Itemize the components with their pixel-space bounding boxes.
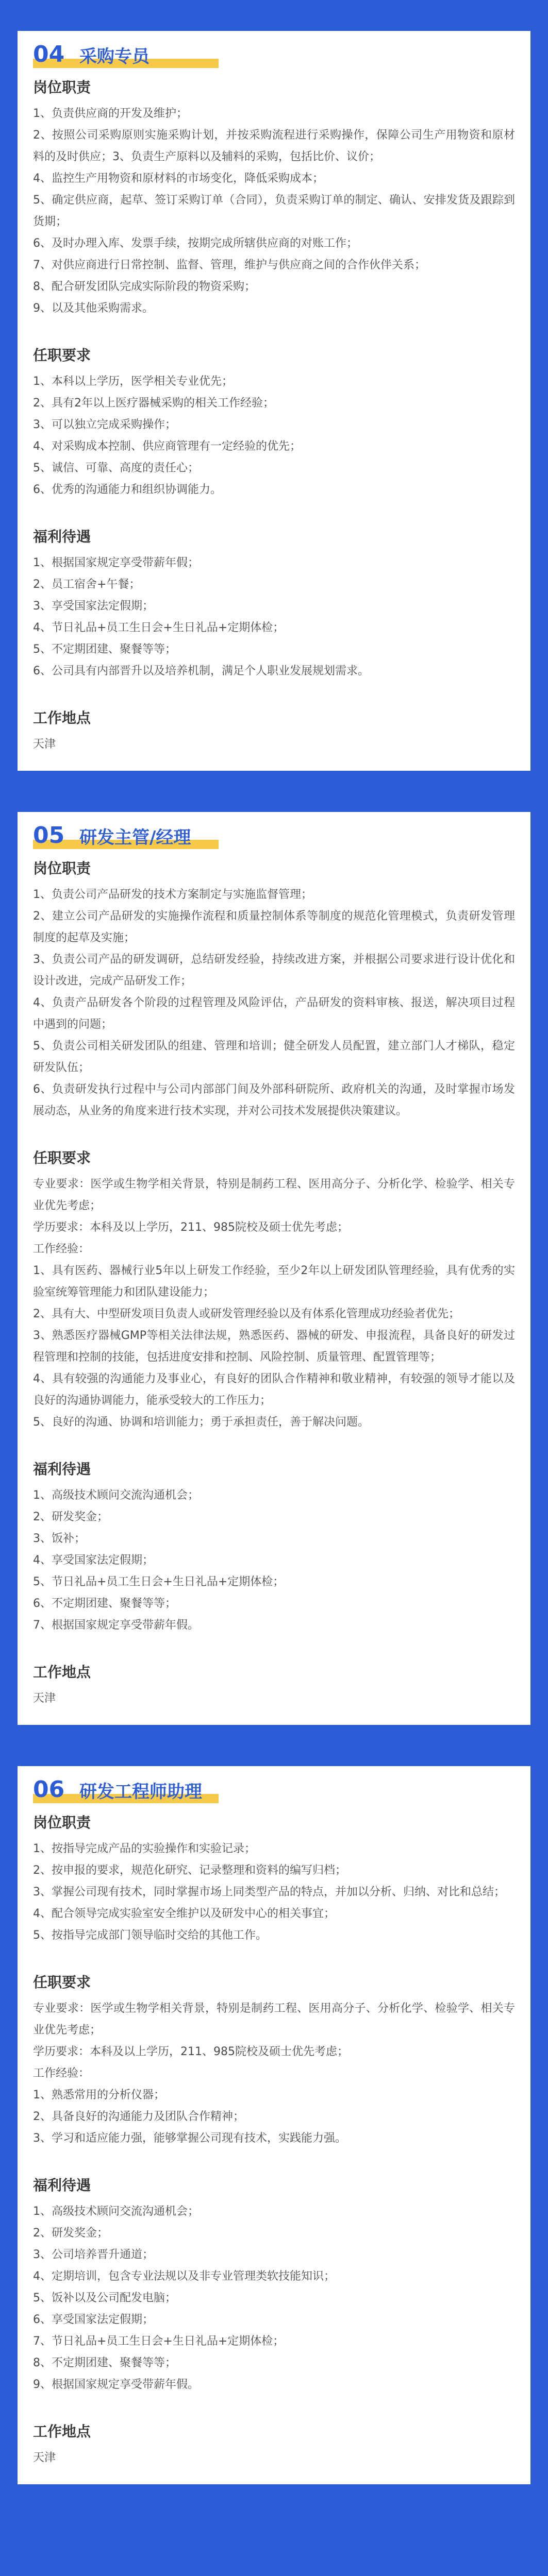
list-item: 工作经验： (33, 2067, 90, 2080)
list-item: 4、对采购成本控制、供应商管理有一定经验的优先； (33, 440, 301, 453)
list-item: 天津 (33, 2451, 56, 2464)
section-title: 工作地点 (33, 709, 91, 726)
list-item: 3、掌握公司现有技术，同时掌握市场上同类型产品的特点，并加以分析、归纳、对比和总结； (33, 1886, 506, 1899)
card-title: 研发工程师助理 (79, 1782, 202, 1802)
list-item: 1、高级技术顾问交流沟通机会； (33, 1489, 199, 1502)
list-item: 4、监控生产用物资和原材料的市场变化，降低采购成本； (33, 172, 324, 185)
section-title: 福利待遇 (33, 1461, 91, 1478)
list-item: 学历要求：本科及以上学历，211、985院校及硕士优先考虑； (33, 1221, 348, 1234)
section-title: 岗位职责 (33, 860, 91, 877)
section-spacer (33, 1433, 515, 1452)
list-item: 6、负责研发执行过程中与公司内部部门间及外部科研院所、政府机关的沟通，及时掌握市场发展动态，从业务的角度来进行技术实现，并对公司技术发展提供决策建议。 (33, 1083, 515, 1117)
list-item: 天津 (33, 1692, 56, 1705)
list-item: 3、可以独立完成采购操作； (33, 418, 176, 431)
job-card (18, 31, 530, 771)
list-item: 5、良好的沟通、协调和培训能力；勇于承担责任，善于解决问题。 (33, 1416, 369, 1429)
list-item: 学历要求：本科及以上学历，211、985院校及硕士优先考虑； (33, 2045, 348, 2058)
list-item: 1、本科以上学历，医学相关专业优先； (33, 375, 233, 388)
list-item: 8、不定期团建、聚餐等等； (33, 2357, 176, 2369)
section-title: 工作地点 (33, 2423, 91, 2440)
list-item: 3、学习和适应能力强，能够掌握公司现有技术，实践能力强。 (33, 2132, 346, 2145)
section-title: 岗位职责 (33, 79, 91, 96)
section-spacer (33, 2149, 515, 2168)
list-item: 5、不定期团建、聚餐等等； (33, 643, 176, 656)
list-item: 1、负责供应商的开发及维护； (33, 107, 188, 120)
list-item: 2、员工宿舍+午餐； (33, 578, 141, 591)
list-item: 1、根据国家规定享受带薪年假； (33, 556, 199, 569)
section-spacer (33, 1122, 515, 1141)
section-title: 福利待遇 (33, 528, 91, 545)
section-spacer (33, 682, 515, 701)
list-item: 3、享受国家法定假期； (33, 600, 154, 613)
job-card (18, 1766, 530, 2484)
list-item: 2、具有2年以上医疗器械采购的相关工作经验； (33, 397, 274, 410)
card-number: 04 (33, 41, 65, 67)
section-spacer (33, 501, 515, 519)
list-item: 6、享受国家法定假期； (33, 2313, 154, 2326)
list-item: 2、按申报的要求，规范化研究、记录整理和资料的编写归档； (33, 1864, 346, 1877)
list-item: 1、具有医药、器械行业5年以上研发工作经验，至少2年以上研发团队管理经验，具有优秀的实验室统筹管理能力和团队建设能力； (33, 1264, 515, 1299)
list-item: 3、负责公司产品的研发调研，总结研发经验，持续改进方案，并根据公司要求进行设计优化和设计改进，完成产品研发工作； (33, 953, 515, 988)
list-item: 7、根据国家规定享受带薪年假。 (33, 1619, 199, 1632)
section-title: 任职要求 (33, 347, 91, 364)
list-item: 5、按指导完成部门领导临时交给的其他工作。 (33, 1929, 267, 1942)
list-item: 4、具有较强的沟通能力及事业心，有良好的团队合作精神和敬业精神，有较强的领导才能以及良好的沟通协调能力，能承受较大的工作压力； (33, 1372, 515, 1407)
card-header (33, 1776, 515, 1805)
card-title: 采购专员 (79, 46, 150, 67)
list-item: 工作经验： (33, 1243, 90, 1256)
list-item: 6、优秀的沟通能力和组织协调能力。 (33, 483, 222, 496)
list-item: 2、研发奖金； (33, 1511, 108, 1523)
list-item: 天津 (33, 738, 56, 751)
list-item: 1、高级技术顾问交流沟通机会； (33, 2205, 199, 2218)
list-item: 2、按照公司采购原则实施采购计划，并按采购流程进行采购操作，保障公司生产用物资和原材料的及时供应；3、负责生产原料以及辅料的采购，包括比价、议价； (33, 129, 515, 163)
section-spacer (33, 2396, 515, 2414)
list-item: 5、节日礼品+员工生日会+生日礼品+定期体检； (33, 1575, 285, 1588)
list-item: 1、熟悉常用的分析仪器； (33, 2089, 165, 2102)
list-item: 2、具备良好的沟通能力及团队合作精神； (33, 2110, 244, 2123)
list-item: 4、定期培训，包含专业法规以及非专业管理类软技能知识； (33, 2270, 335, 2283)
list-item: 5、诚信、可靠、高度的责任心； (33, 462, 199, 474)
job-cards (18, 31, 530, 2484)
list-item: 专业要求：医学或生物学相关背景，特别是制药工程、医用高分子、分析化学、检验学、相关专业优先考虑； (33, 2002, 515, 2037)
section-title: 福利待遇 (33, 2177, 91, 2194)
section-title: 工作地点 (33, 1664, 91, 1681)
list-item: 9、以及其他采购需求。 (33, 302, 154, 315)
section-spacer (33, 319, 515, 338)
list-item: 9、根据国家规定享受带薪年假。 (33, 2378, 199, 2391)
list-item: 1、按指导完成产品的实验操作和实验记录； (33, 1842, 256, 1855)
list-item: 6、及时办理入库、发票手续，按期完成所辖供应商的对账工作； (33, 237, 358, 250)
list-item: 3、熟悉医疗器械GMP等相关法律法规，熟悉医药、器械的研发、申报流程，具备良好的研发过程管理和控制的技能，包括进度安排和控制、风险控制、质量管理、配置管理等； (33, 1329, 515, 1364)
list-item: 4、配合领导完成实验室安全维护以及研发中心的相关事宜； (33, 1907, 335, 1920)
job-card (18, 812, 530, 1725)
card-header (33, 41, 515, 70)
list-item: 6、公司具有内部晋升以及培养机制，满足个人职业发展规划需求。 (33, 665, 369, 677)
list-item: 4、负责产品研发各个阶段的过程管理及风险评估，产品研发的资料审核、报送，解决项目过程中遇到的问题； (33, 996, 515, 1031)
card-title: 研发主管/经理 (79, 827, 191, 848)
list-item: 8、配合研发团队完成实际阶段的物资采购； (33, 280, 256, 293)
section-title: 任职要求 (33, 1149, 91, 1166)
card-number: 05 (33, 822, 65, 849)
section-title: 岗位职责 (33, 1814, 91, 1831)
list-item: 2、具有大、中型研发项目负责人或研发管理经验以及有体系化管理成功经验者优先； (33, 1308, 460, 1320)
card-number: 06 (33, 1776, 65, 1803)
list-item: 7、对供应商进行日常控制、监督、管理，维护与供应商之间的合作伙伴关系； (33, 259, 426, 272)
list-item: 专业要求：医学或生物学相关背景，特别是制药工程、医用高分子、分析化学、检验学、相关专业优先考虑； (33, 1178, 515, 1212)
list-item: 4、节日礼品+员工生日会+生日礼品+定期体检； (33, 621, 285, 634)
section-title: 任职要求 (33, 1974, 91, 1991)
list-item: 5、确定供应商，起草、签订采购订单（合同），负责采购订单的制定、确认、安排发货及跟踪到货期； (33, 194, 515, 228)
list-item: 5、饭补以及公司配发电脑； (33, 2292, 176, 2304)
list-item: 5、负责公司相关研发团队的组建、管理和培训；健全研发人员配置，建立部门人才梯队，稳定研发队伍； (33, 1040, 515, 1074)
list-item: 7、节日礼品+员工生日会+生日礼品+定期体检； (33, 2335, 285, 2348)
card-header (33, 822, 515, 851)
list-item: 3、公司培养晋升通道； (33, 2248, 154, 2261)
list-item: 3、饭补； (33, 1532, 86, 1545)
section-spacer (33, 1636, 515, 1655)
list-item: 1、负责公司产品研发的技术方案制定与实施监督管理； (33, 888, 312, 901)
section-spacer (33, 1946, 515, 1965)
list-item: 2、研发奖金； (33, 2227, 108, 2240)
list-item: 4、享受国家法定假期； (33, 1554, 154, 1567)
list-item: 2、建立公司产品研发的实施操作流程和质量控制体系等制度的规范化管理模式，负责研发管理制度的起草及实施； (33, 910, 515, 944)
list-item: 6、不定期团建、聚餐等等； (33, 1597, 176, 1610)
